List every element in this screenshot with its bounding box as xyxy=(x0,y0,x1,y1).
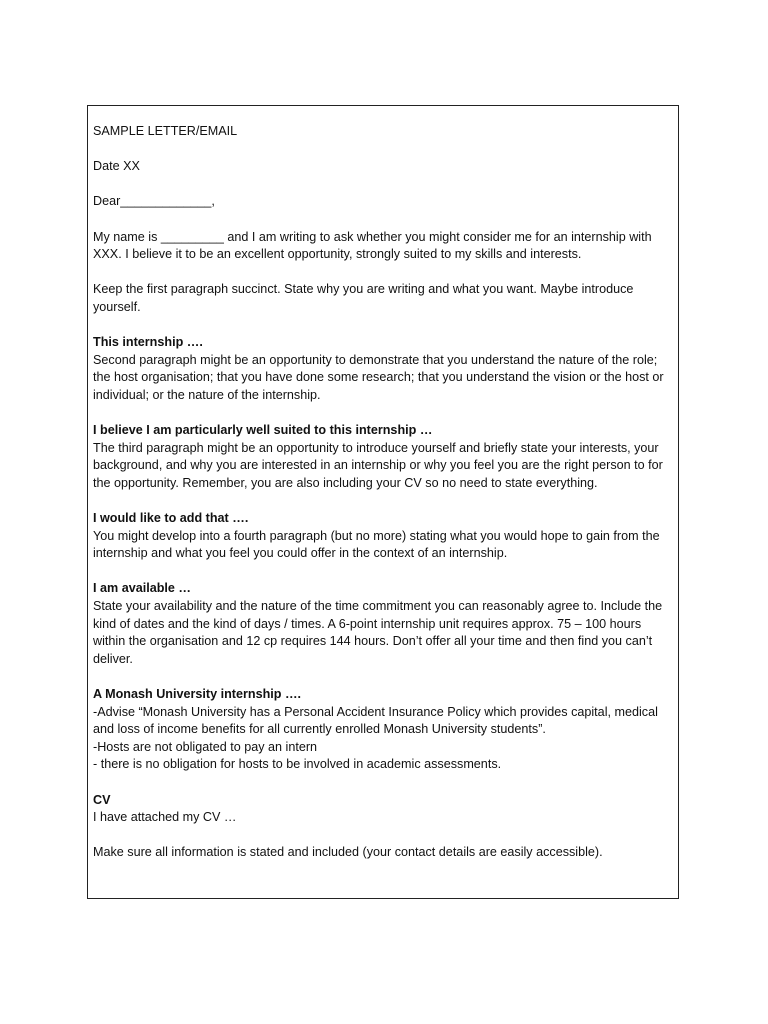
section-heading: CV xyxy=(93,792,111,807)
section-cv xyxy=(93,792,673,827)
section-heading: I am available … xyxy=(93,581,192,596)
monash-line: - there is no obligation for hosts to be involved in academic assessments. xyxy=(93,757,502,772)
section-well-suited xyxy=(93,422,673,492)
intro-text: My name is _________ and I am writing to ask whether you might consider me for an internship with XXX. I believe it to be an excellent opportunity, strongly suited to my skills and interests. xyxy=(93,229,652,262)
section-heading: I would like to add that …. xyxy=(93,511,249,526)
section-add-that xyxy=(93,510,673,563)
monash-line: -Hosts are not obligated to pay an intern xyxy=(93,739,318,754)
section-heading: I believe I am particularly well suited to this internship … xyxy=(93,423,433,438)
section-body: I have attached my CV … xyxy=(93,810,237,825)
letter-intro-paragraph xyxy=(93,229,653,264)
letter-box xyxy=(87,105,679,899)
monash-line: -Advise “Monash University has a Personal Accident Insurance Policy which provides capital, medical and loss of income benefits for all currently enrolled Monash University students”. xyxy=(93,704,662,737)
letter-date: Date XX xyxy=(93,159,140,174)
letter-title: SAMPLE LETTER/EMAIL xyxy=(93,124,238,138)
section-body: Second paragraph might be an opportunity to demonstrate that you understand the nature of the role; the host organisation; that you have done some research; that you understand the vision or the host or individual; or the nature of the internship. xyxy=(93,352,664,402)
section-body: The third paragraph might be an opportunity to introduce yourself and briefly state your interests, your background, and why you are interested in an internship or why you feel you are the right person to for the opportunity. Remember, you are also including your CV so no need to state everything. xyxy=(93,440,663,490)
section-monash-internship xyxy=(93,686,673,774)
section-this-internship xyxy=(93,334,673,404)
section-body: You might develop into a fourth paragraph (but no more) stating what you would hope to gain from the internship and what you feel you could offer in the context of an internship. xyxy=(93,528,660,561)
section-heading: This internship …. xyxy=(93,335,203,350)
section-available xyxy=(93,580,673,668)
letter-salutation: Dear_____________, xyxy=(93,194,215,209)
section-heading: A Monash University internship …. xyxy=(93,687,302,701)
closing-tip: Make sure all information is stated and included (your contact details are easily accessible). xyxy=(93,845,603,860)
section-body: State your availability and the nature of the time commitment you can reasonably agree to. Include the kind of dates and the kind of days / times. A 6-point internship unit requires approx. 75 – 100 hours within the organisation and 12 cp requires 144 hours. Don’t offer all your time and then find you can’t deliver. xyxy=(93,599,663,666)
first-paragraph-tip: Keep the first paragraph succinct. State why you are writing and what you want. Maybe introduce yourself. xyxy=(93,282,634,314)
